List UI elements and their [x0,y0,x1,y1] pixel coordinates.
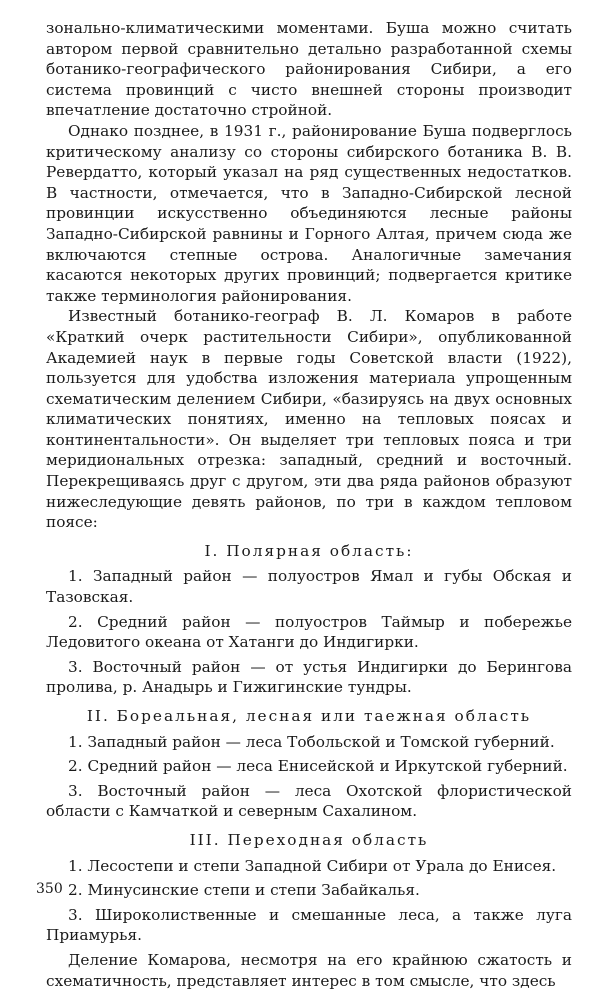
paragraph-2: Однако позднее, в 1931 г., районирование Буша подверглось критическому анализу со стороны сибирского ботаника В. В. Ревердатто, который указал на ряд существенных недостатков. В частности, отмечается, что в Западно-Сибирской лесной провинции искусственно объединяются лесные районы Западно-Сибирской равнины и Горного Алтая, причем сюда же включаются степные острова. Аналогичные замечания касаются некоторых других провинций; подвергается критике также терминология районирования. [46,121,572,305]
list-item: 1. Западный район — полуостров Ямал и губы Обская и Тазовская. [46,567,572,607]
section-transitional [46,830,572,946]
list-item: 3. Восточный район — от устья Индигирки до Берингова пролива, р. Анадырь и Гижигинские тундры. [46,657,572,697]
page-number: 350 [36,881,63,897]
section-heading-transitional: III. Переходная область [189,830,429,849]
list-item: 2. Средний район — леса Енисейской и Иркутской губерний. [68,757,568,776]
paragraph-3: Известный ботанико-географ В. Л. Комаров в работе «Краткий очерк растительности Сибири», опубликованной Академией наук в первые годы Советской власти (1922), пользуется для удобства изложения материала упрощенным схематическим делением Сибири, «базируясь на двух основных климатических понятиях, именно на тепловых поясах и континентальности». Он выделяет три тепловых пояса и три меридиональных отрезка: западный, средний и восточный. Перекрещиваясь друг с другом, эти два ряда районов образуют нижеследующие девять районов, по три в каждом тепловом поясе: [46,307,572,532]
paragraph-last: Деление Комарова, несмотря на его крайнюю сжатость и схематичность, представляет интерес в том смысле, что здесь [46,950,572,990]
list-item: 1. Лесостепи и степи Западной Сибири от Урала до Енисея. [68,856,557,875]
list-item: 3. Восточный район — леса Охотской флористической области с Камчаткой и северным Сахалином. [46,781,572,821]
page-body [46,18,572,991]
section-polar [46,541,572,698]
section-heading-polar: I. Полярная область: [204,541,414,560]
section-boreal [46,706,572,822]
list-item: 1. Западный район — леса Тобольской и Томской губерний. [68,732,555,751]
section-heading-boreal: II. Бореальная, лесная или таежная область [86,707,532,725]
list-item: 2. Средний район — полуостров Таймыр и побережье Ледовитого океана от Хатанги до Индигирки. [46,612,572,652]
list-item: 2. Минусинские степи и степи Забайкалья. [68,881,420,900]
list-item: 3. Широколиственные и смешанные леса, а также луга Приамурья. [46,905,572,945]
paragraph-1: зонально-климатическими моментами. Буша можно считать автором первой сравнительно детально разработанной схемы ботанико-географического районирования Сибири, а его система провинций с чисто внешней стороны производит впечатление достаточно стройной. [46,19,572,120]
